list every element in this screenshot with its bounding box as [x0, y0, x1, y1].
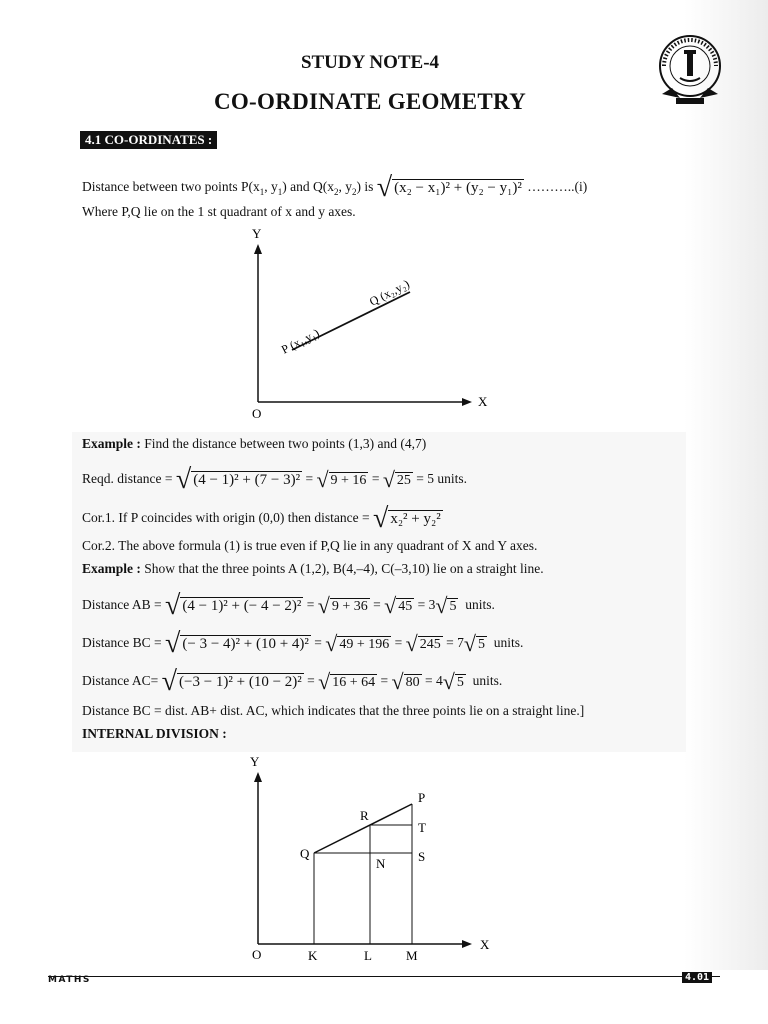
ab-radical-4: √ 5 — [435, 593, 457, 618]
ac-radical-1: √ (−3 − 1)² + (10 − 2)² — [161, 666, 302, 697]
fig2-label-y: Y — [250, 754, 260, 769]
example1-radicand-1: (4 − 1)² + (7 − 3)² — [193, 472, 301, 488]
ac-radical-2: √ 16 + 64 — [318, 669, 376, 694]
fig2-label-q: Q — [300, 846, 310, 861]
bc-eq-1: = — [314, 635, 322, 651]
fig1-y-arrow — [254, 244, 262, 254]
ac-eq-3: = 4 — [424, 673, 443, 689]
cor1-text: Cor.1. If P coincides with origin (0,0) then distance = — [82, 510, 370, 526]
quadrant-note: Where P,Q lie on the 1 st quadrant of x and y axes. — [82, 204, 356, 219]
fig2-label-r: R — [360, 808, 369, 823]
cor1-radicand: x₂² + y₂² — [390, 511, 441, 527]
bc-eq-2: = — [394, 635, 403, 651]
ac-radicand-2: 16 + 64 — [332, 674, 376, 690]
bc-prefix: Distance BC = — [82, 635, 162, 651]
fig1-label-origin: O — [252, 406, 262, 421]
fig2-label-p: P — [418, 790, 426, 805]
example1-radical-2: √ 9 + 16 — [316, 467, 367, 492]
ab-eq-1: = — [306, 597, 315, 613]
fig1-label-x: X — [478, 394, 488, 409]
ac-eq-1: = — [307, 673, 315, 689]
fig2-y-arrow — [254, 772, 262, 782]
fig2-label-x: X — [480, 937, 490, 952]
fig2-label-l: L — [364, 948, 372, 963]
fig2-label-k: K — [308, 948, 318, 963]
fig2-label-m: M — [406, 948, 418, 963]
ac-suffix: units. — [472, 673, 503, 689]
example2-question: Show that the three points A (1,2), B(4,–4), C(–3,10) lie on a straight line. — [144, 561, 544, 576]
chapter-title: CO-ORDINATE GEOMETRY — [213, 89, 527, 114]
distance-formula-text: Distance between two points P(x — [82, 179, 260, 195]
fig1-label-p: P (x₁,y₁) — [279, 325, 322, 357]
distance-ac-line — [82, 666, 502, 698]
internal-division-heading: INTERNAL DIVISION : — [82, 726, 227, 741]
example1-radical-1: √ (4 − 1)² + (7 − 3)² — [175, 464, 301, 495]
footer-subject: MATHS — [48, 975, 91, 985]
fig1-label-q: Q (x₂,y₂) — [367, 276, 412, 309]
bc-radicand-1: (− 3 − 4)² + (10 + 4)² — [182, 636, 309, 652]
cor1-line — [82, 503, 443, 535]
bc-radicand-2: 49 + 196 — [339, 636, 390, 652]
ab-radicand-4: 5 — [449, 598, 457, 614]
distance-ab-line — [82, 590, 495, 622]
fig2-x-arrow — [462, 940, 472, 948]
bc-radical-2: √ 49 + 196 — [325, 631, 390, 656]
bc-radical-4: √ 5 — [463, 631, 485, 656]
ac-radical-3: √ 80 — [391, 669, 420, 694]
conclusion-line: Distance BC = dist. AB+ dist. AC, which indicates that the three points lie on a straight line.] — [82, 703, 585, 718]
example1-radicand-3: 25 — [396, 472, 411, 488]
ac-radicand-3: 80 — [405, 674, 420, 690]
formula-tag: ………..(i) — [527, 179, 588, 195]
footer-rule — [48, 976, 720, 977]
ab-prefix: Distance AB = — [82, 597, 162, 613]
distance-bc-line — [82, 628, 523, 660]
example1-answer-prefix: Reqd. distance = — [82, 471, 173, 487]
example1-eq-1: = — [305, 471, 314, 487]
fig2-label-s: S — [418, 849, 426, 864]
ab-radicand-2: 9 + 36 — [331, 598, 368, 614]
ac-radicand-4: 5 — [456, 674, 464, 690]
fig2-label-n: N — [376, 856, 386, 871]
ab-suffix: units. — [465, 597, 495, 613]
page-number: 4.01 — [682, 972, 712, 983]
figure-points-pq — [240, 222, 510, 422]
ab-eq-3: = 3 — [417, 597, 436, 613]
example2-question-line — [82, 561, 544, 577]
fig2-label-origin: O — [252, 947, 262, 962]
example1-label: Example : — [82, 436, 141, 451]
page-edge-shading — [684, 0, 768, 970]
bc-radicand-4: 5 — [477, 636, 485, 652]
bc-eq-3: = 7 — [446, 635, 464, 651]
distance-formula-radical: √ (x₂ − x₁)² + (y₂ − y₁)² — [376, 172, 522, 203]
figure-internal-division — [244, 752, 514, 968]
ac-prefix: Distance AC= — [82, 673, 159, 689]
bc-radical-1: √ (− 3 − 4)² + (10 + 4)² — [164, 628, 309, 659]
fig1-label-y: Y — [252, 226, 262, 241]
example1-question: Find the distance between two points (1,3) and (4,7) — [144, 436, 427, 451]
ab-radical-1: √ (4 − 1)² + (− 4 − 2)² — [164, 590, 302, 621]
ab-radicand-1: (4 − 1)² + (− 4 − 2)² — [182, 598, 302, 614]
ac-eq-2: = — [380, 673, 389, 689]
bc-radical-3: √ 245 — [405, 631, 441, 656]
fig2-label-t: T — [418, 820, 426, 835]
distance-formula-line: Distance between two points $P(x_1$, $y_1$) and $Q(x_2$, $y_2$) is √ (x₂ − x₁)² + (y₂ − y₁)² ………..(i) — [82, 172, 588, 203]
ab-radicand-3: 45 — [398, 598, 413, 614]
fig1-x-arrow — [462, 398, 472, 406]
bc-suffix: units. — [493, 635, 524, 651]
example1-question-line — [82, 436, 426, 452]
section-heading: 4.1 CO-ORDINATES : — [80, 131, 217, 149]
ac-radical-4: √ 5 — [442, 669, 464, 694]
ab-radical-2: √ 9 + 36 — [317, 593, 368, 618]
example1-result: = 5 units. — [416, 471, 468, 487]
ac-radicand-1: (−3 − 1)² + (10 − 2)² — [178, 674, 302, 690]
ab-radical-3: √ 45 — [384, 593, 413, 618]
example1-eq-2: = — [371, 471, 380, 487]
example2-label: Example : — [82, 561, 141, 576]
distance-formula-radicand: (x₂ − x₁)² + (y₂ − y₁)² — [394, 180, 522, 196]
example1-radicand-2: 9 + 16 — [330, 472, 367, 488]
example1-radical-3: √ 25 — [382, 467, 411, 492]
ab-eq-2: = — [373, 597, 381, 613]
bc-radicand-3: 245 — [419, 636, 441, 652]
cor1-radical: √ x₂² + y₂² — [372, 503, 441, 534]
study-note-label: STUDY NOTE-4 — [300, 52, 440, 73]
cor2-line: Cor.2. The above formula (1) is true even if P,Q lie in any quadrant of X and Y axes. — [82, 538, 538, 553]
example1-answer-line — [82, 464, 467, 496]
